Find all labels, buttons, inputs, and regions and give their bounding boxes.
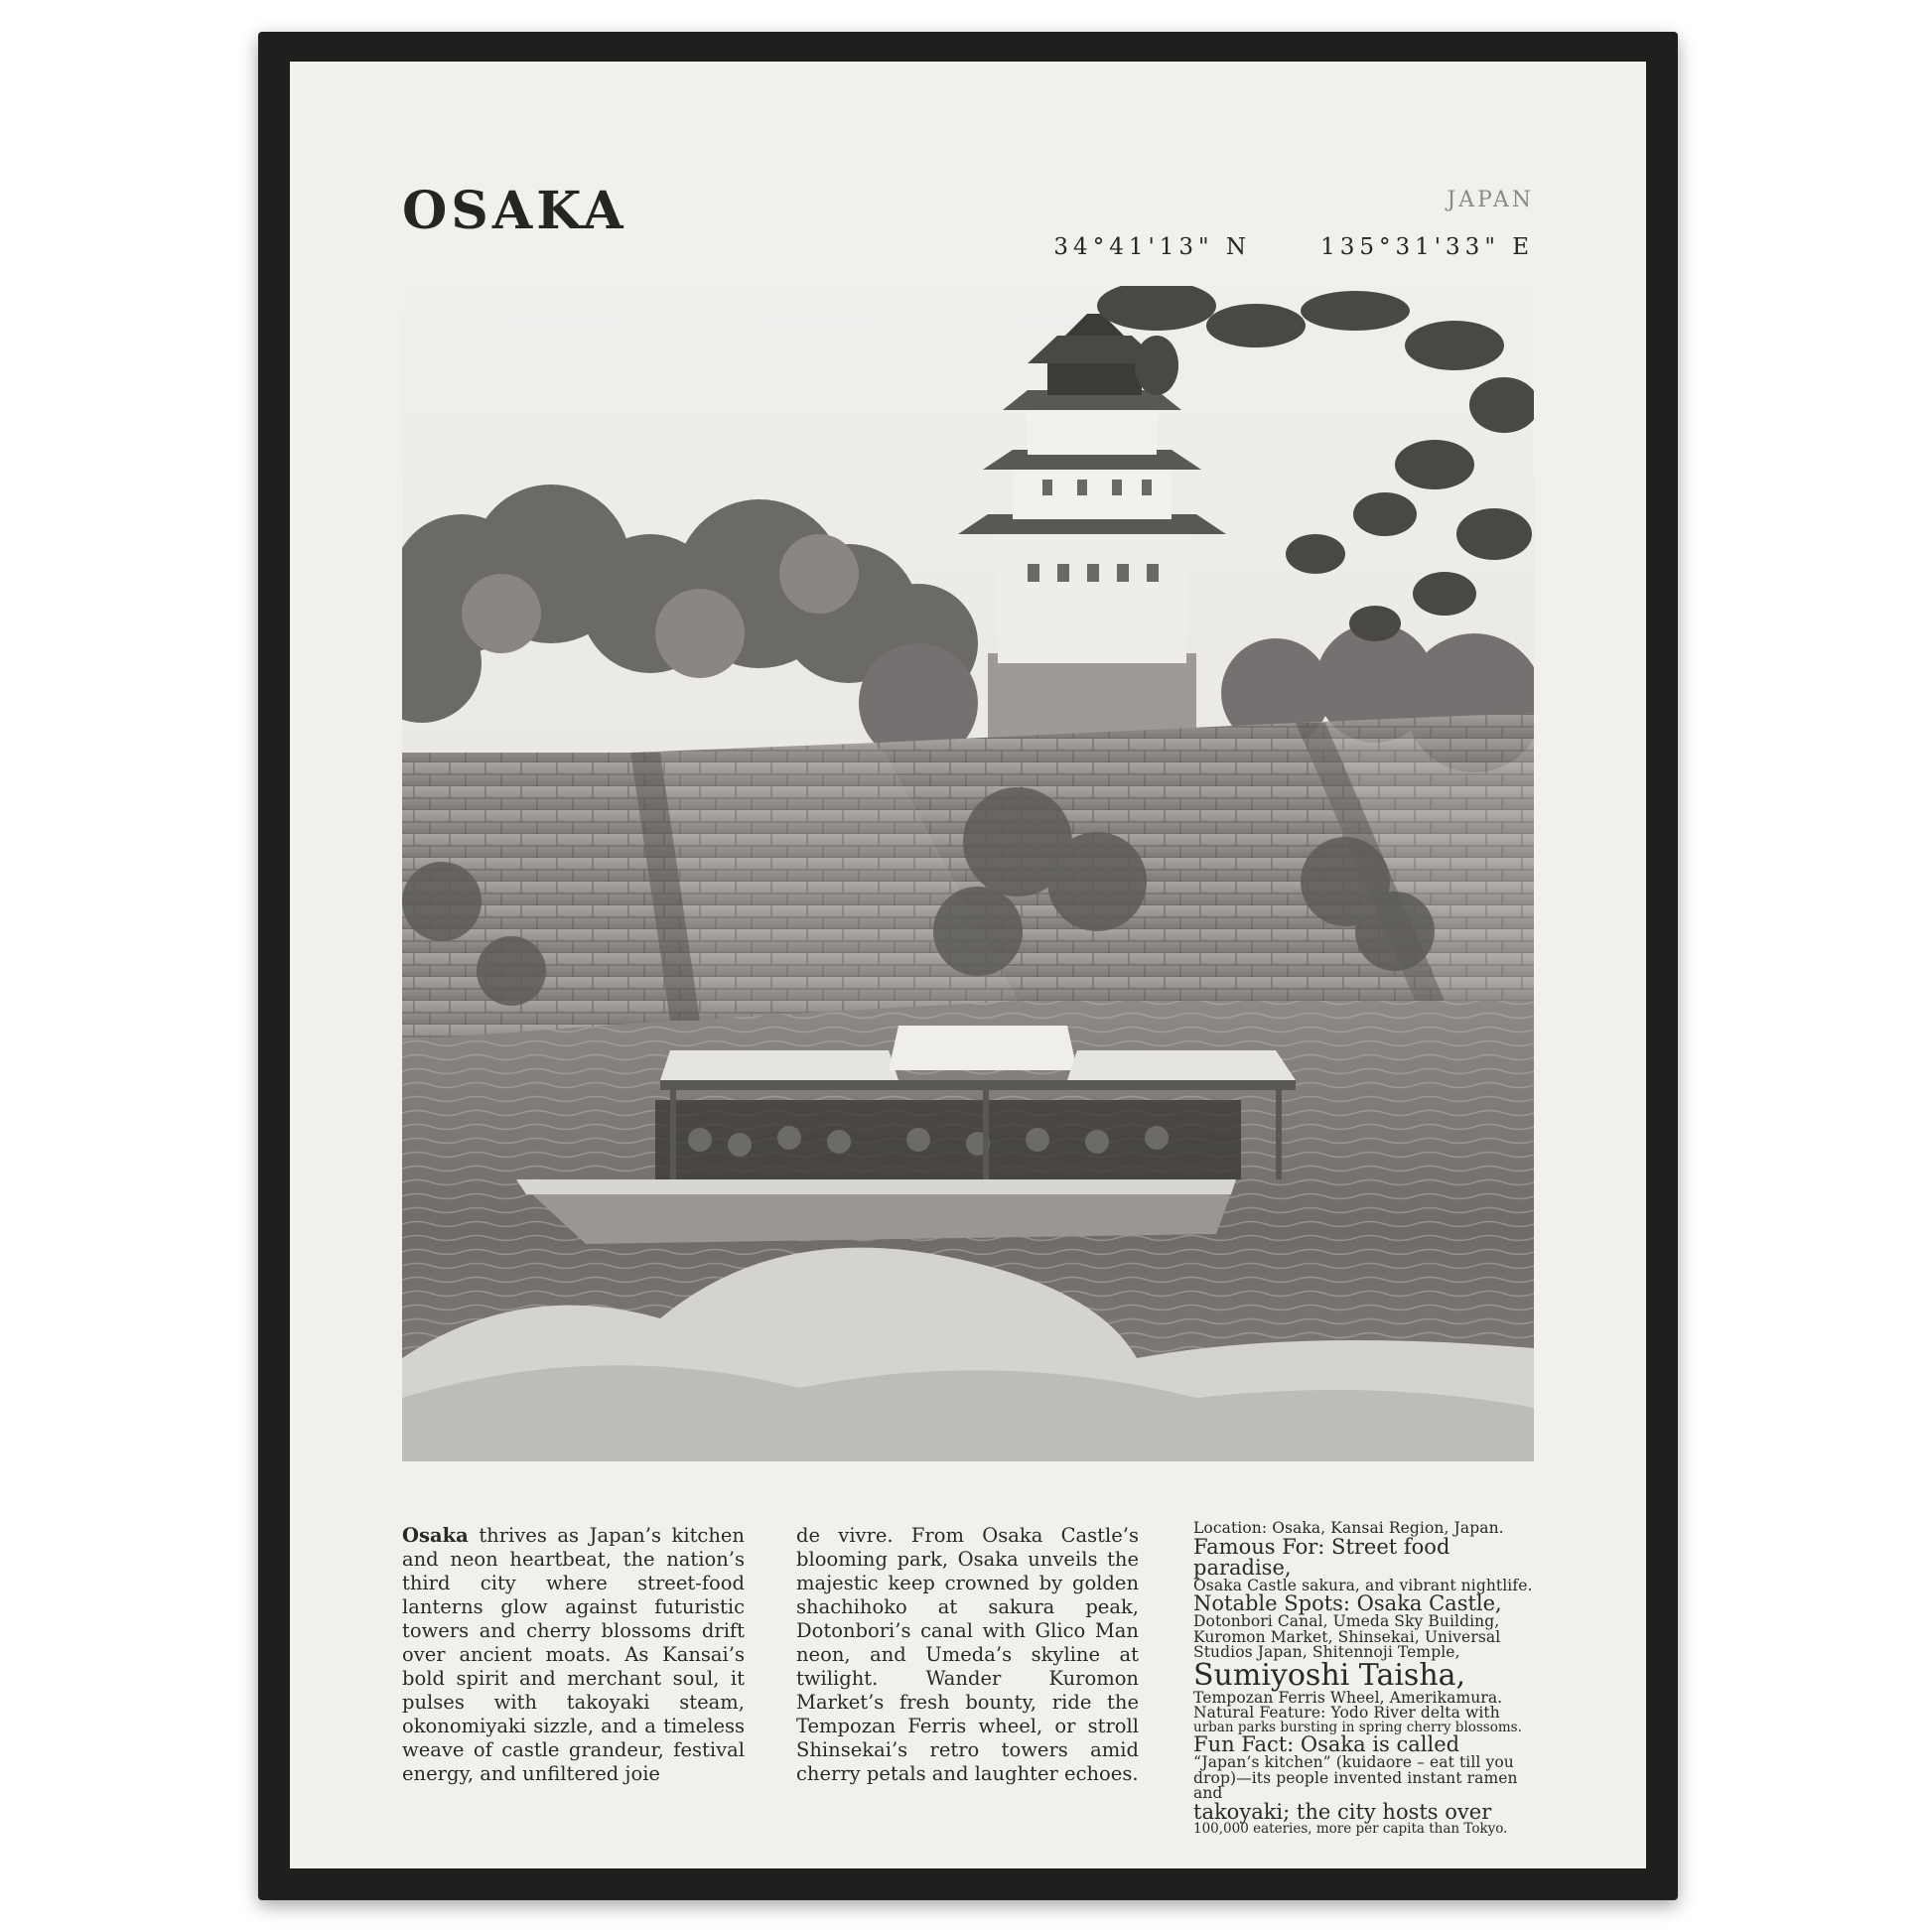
- description-lead: Osaka: [402, 1524, 469, 1547]
- castle-photo-illustration: [402, 286, 1534, 1461]
- fact-fun-fact: Fun Fact: Osaka is called: [1193, 1732, 1460, 1756]
- fact-natural-feature: Natural Feature: Yodo River delta with: [1193, 1704, 1500, 1722]
- coordinates: [1053, 234, 1534, 260]
- fact-fun-fact-line: takoyaki; the city hosts over: [1193, 1799, 1492, 1824]
- country-label: JAPAN: [1447, 188, 1534, 212]
- fact-location: Location: Osaka, Kansai Region, Japan.: [1193, 1519, 1504, 1537]
- fact-notable-spots-line: Studios Japan, Shitennoji Temple,: [1193, 1643, 1460, 1661]
- fact-fun-fact-line: drop)—its people invented instant ramen and: [1193, 1768, 1518, 1802]
- fact-notable-spots: Notable Spots: Osaka Castle,: [1193, 1591, 1502, 1615]
- fact-famous-for-detail: Osaka Castle sakura, and vibrant nightlife.: [1193, 1576, 1533, 1594]
- latitude: 34°41'13" N: [1053, 234, 1252, 260]
- longitude: 135°31'33" E: [1320, 234, 1534, 260]
- facts-column: [1193, 1521, 1541, 1836]
- description-text-1: thrives as Japan’s kitchen and neon heartbeat, the nation’s third city where street-food lanterns glow against futuristic towers and cherry blossoms drift over ancient moats. As Kansai’s bold spirit and merchant soul, it pulses with takoyaki steam, okonomiyaki sizzle, and a timeless weave of castle grandeur, festival energy, and unfiltered joie: [402, 1524, 745, 1785]
- fact-natural-feature-detail: urban parks bursting in spring cherry blossoms.: [1193, 1719, 1522, 1735]
- description-column-1: [402, 1524, 745, 1786]
- fact-notable-spots-line: Dotonbori Canal, Umeda Sky Building,: [1193, 1612, 1500, 1630]
- fact-fun-fact-line: 100,000 eateries, more per capita than Tokyo.: [1193, 1820, 1508, 1837]
- fact-notable-spots-highlight: Sumiyoshi Taisha,: [1193, 1657, 1466, 1693]
- poster-frame: [258, 32, 1678, 1900]
- castle-photo: [402, 286, 1534, 1461]
- city-title: OSAKA: [402, 181, 627, 241]
- fact-notable-spots-line: Tempozan Ferris Wheel, Amerikamura.: [1193, 1688, 1503, 1707]
- poster-paper: [290, 62, 1646, 1868]
- fact-notable-spots-line: Kuromon Market, Shinsekai, Universal: [1193, 1627, 1501, 1646]
- fact-fun-fact-line: “Japan’s kitchen” (kuidaore – eat till you: [1193, 1753, 1514, 1771]
- description-column-2: [796, 1524, 1139, 1786]
- description-text-2: de vivre. From Osaka Castle’s blooming park, Osaka unveils the majestic keep crowned by golden shachihoko at sakura peak, Dotonbori’s canal with Glico Man neon, and Umeda’s skyline at twilight. Wander Kuromon Market’s fresh bounty, ride the Tempozan Ferris wheel, or stroll Shinsekai’s retro towers amid cherry petals and laughter echoes.: [796, 1524, 1139, 1785]
- fact-famous-for: Famous For: Street food paradise,: [1193, 1534, 1450, 1580]
